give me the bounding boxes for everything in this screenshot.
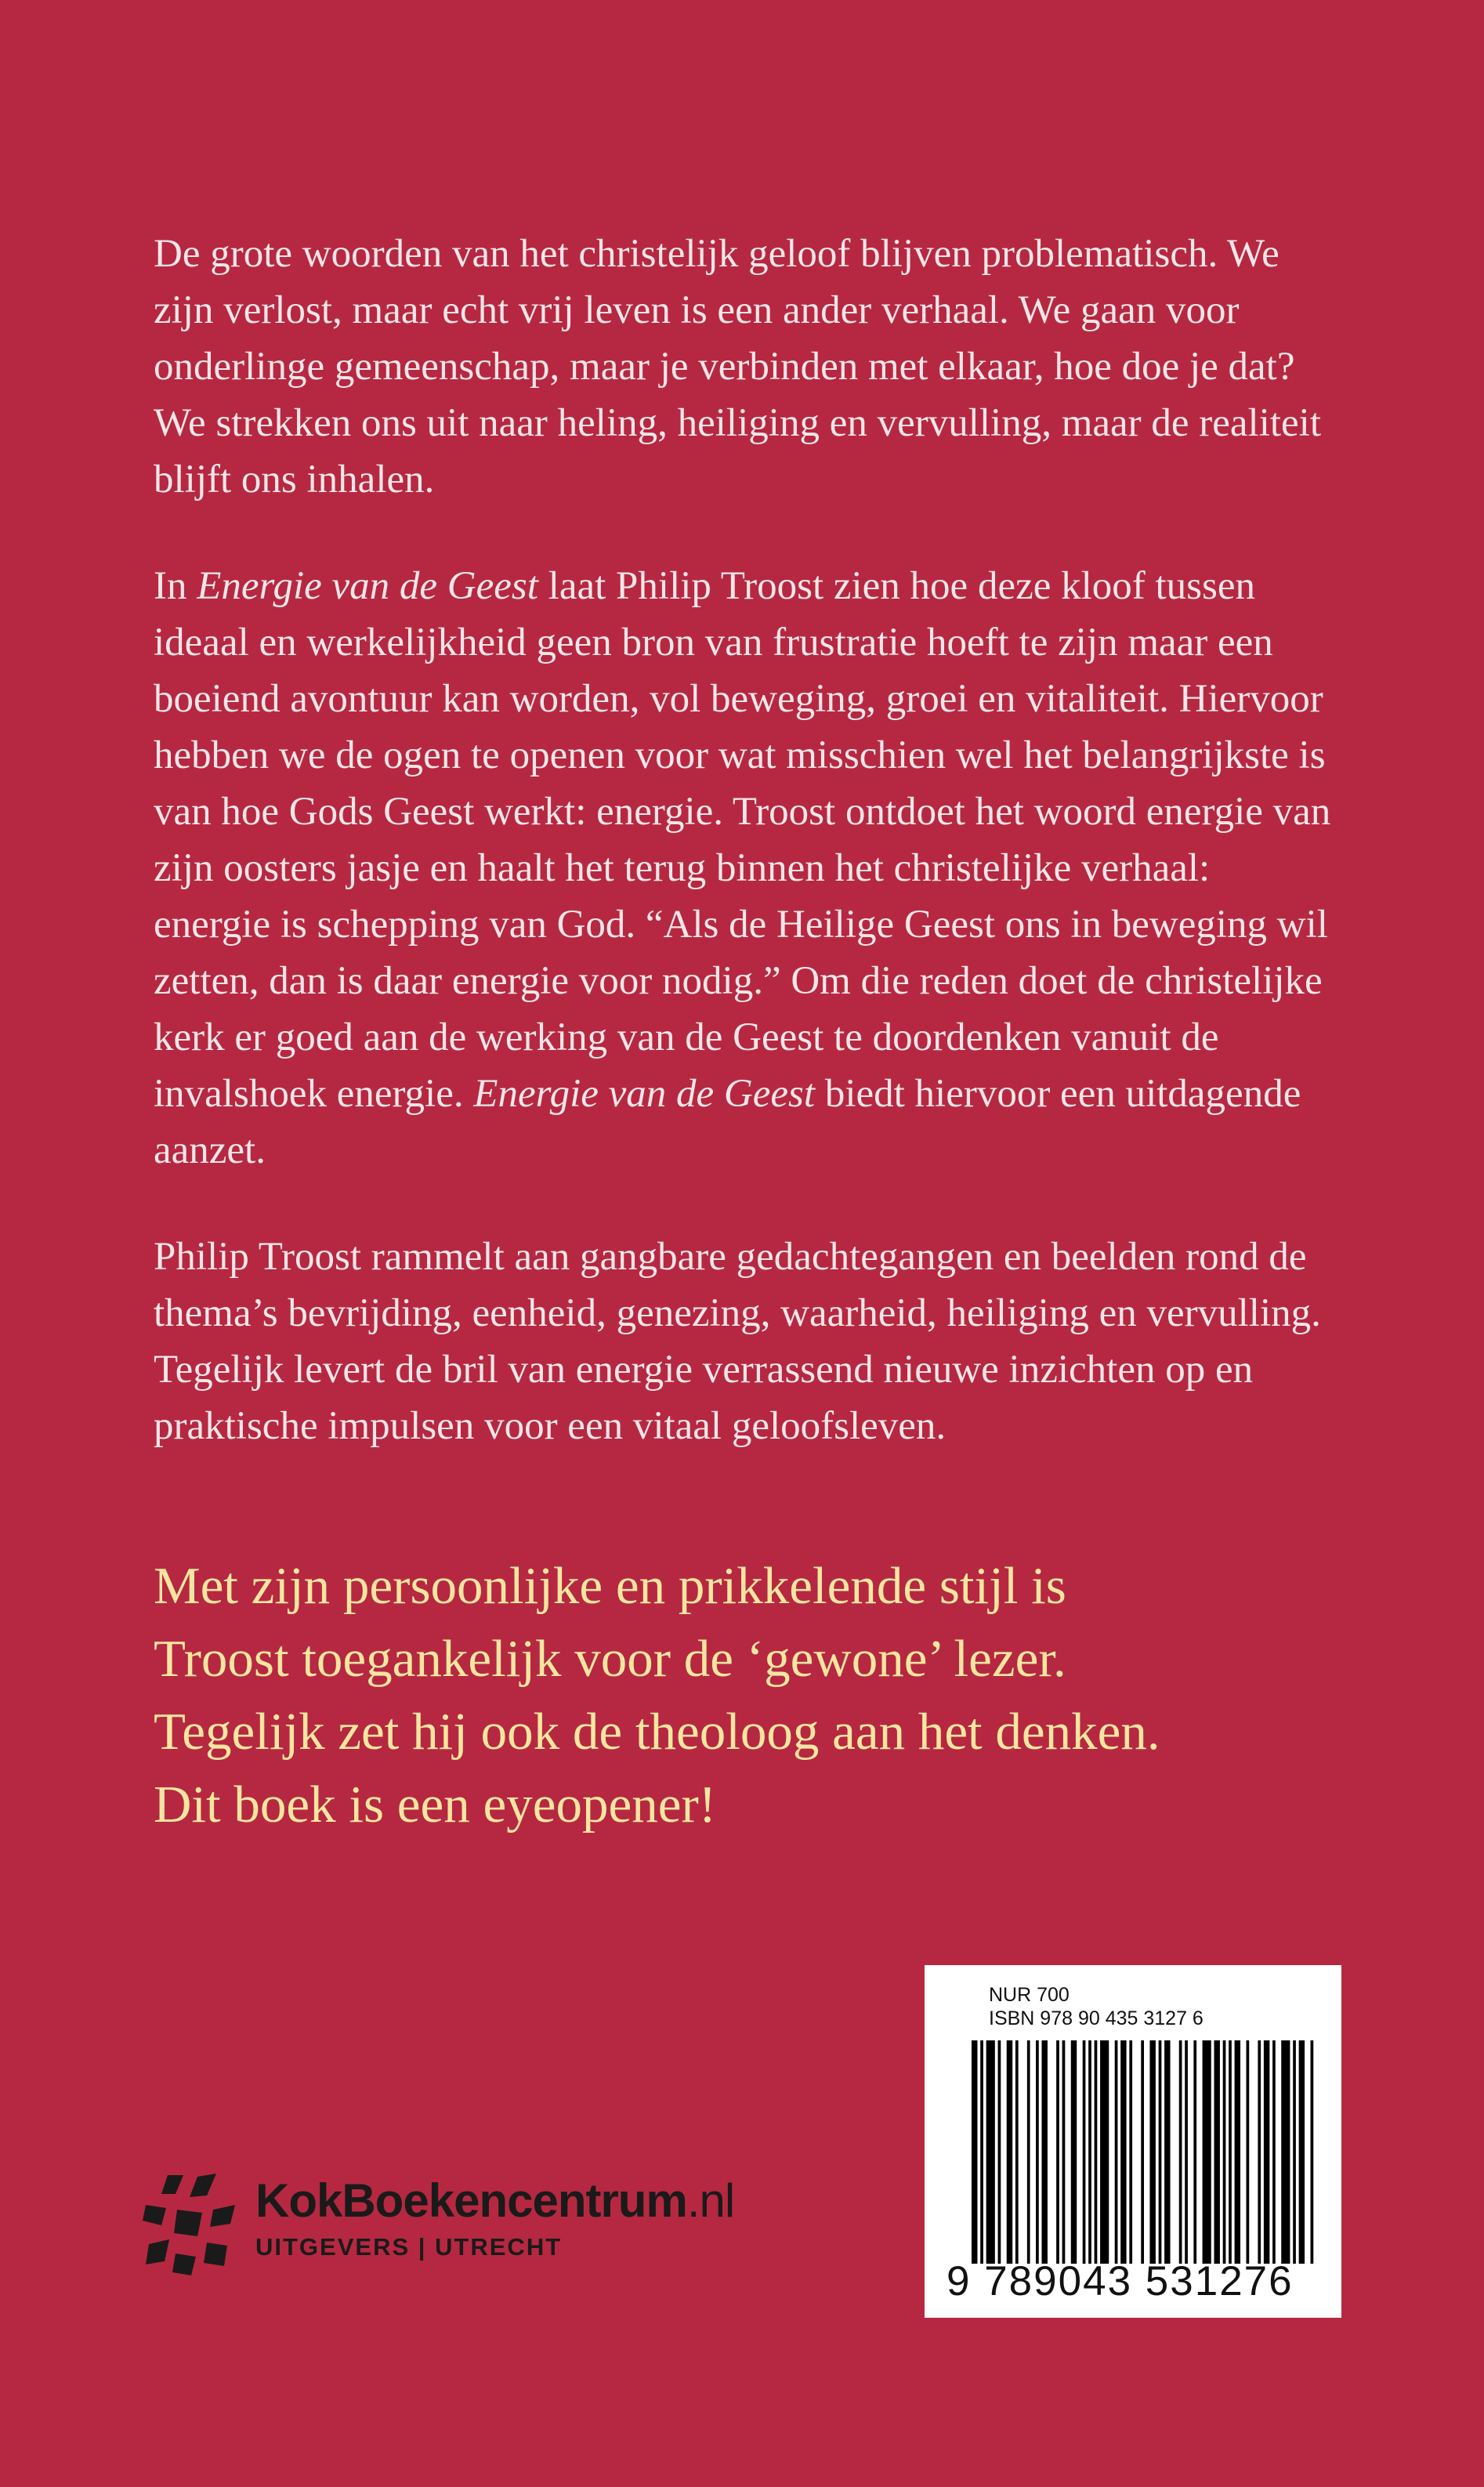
- barcode-bar: [972, 2040, 977, 2264]
- barcode-bar: [1120, 2040, 1126, 2264]
- barcode-bar: [1095, 2040, 1098, 2264]
- barcode-digits: 9 789043 531276: [947, 2258, 1294, 2304]
- publisher-name: [255, 2175, 734, 2227]
- barcode-bar: [1007, 2040, 1012, 2264]
- barcode-bar: [1203, 2040, 1211, 2264]
- nur-code: NUR 700: [989, 1984, 1070, 2006]
- endorsement-quote: [154, 1550, 1345, 1841]
- barcode-bar: [980, 2040, 983, 2264]
- barcode-bar: [1036, 2040, 1039, 2264]
- barcode-bar: [1129, 2040, 1132, 2264]
- quote-line-2: Troost toegankelijk voor de ‘gewone’ lezer.: [154, 1630, 1066, 1688]
- barcode-bar: [1185, 2040, 1188, 2264]
- blurb-p2-end: biedt hiervoor een uitdagende aanzet.: [154, 1072, 1301, 1172]
- quote-line-3: Tegelijk zet hij ook de theoloog aan het denken.: [154, 1703, 1160, 1761]
- barcode-bar: [1311, 2040, 1314, 2264]
- barcode-bar: [1281, 2040, 1290, 2264]
- blurb-paragraph-1: De grote woorden van het christelijk geloof blijven problematisch. We zijn verlost, maar echt vrij leven is een ander verhaal. We gaan voor onderlinge gemeenschap, maar je verbinden met elkaar, hoe doe je dat? We strekken ons uit naar heling, heiliging en vervulling, maar de realiteit blijft ons inhalen.: [154, 232, 1322, 501]
- publisher-wordmark: [255, 2175, 734, 2263]
- blurb-text: [154, 226, 1337, 1504]
- blurb-paragraph-3: Philip Troost rammelt aan gangbare gedachtegangen en beelden rond de thema’s bevrijding, eenheid, genezing, waarheid, heiliging en vervulling. Tegelijk levert de bril van energie verrassend nieuwe inzichten op en praktische impulsen voor een vitaal geloofsleven.: [154, 1235, 1321, 1448]
- publisher-name-text: KokBoekencentrum: [255, 2174, 687, 2227]
- barcode-bar: [1056, 2040, 1059, 2264]
- barcode-bar: [1071, 2040, 1077, 2264]
- quote-line-4: Dit boek is een eyeopener!: [154, 1776, 717, 1834]
- book-title-inline-2: Energie van de Geest: [473, 1072, 816, 1116]
- barcode-icon: [972, 2040, 1316, 2264]
- barcode-bar: [1258, 2040, 1261, 2264]
- barcode-bar: [1041, 2040, 1047, 2264]
- publisher-tld: .nl: [686, 2174, 735, 2227]
- publisher-subtitle: UITGEVERS | UTRECHT: [255, 2233, 563, 2261]
- barcode-bar: [1235, 2040, 1240, 2264]
- quote-line-1: Met zijn persoonlijke en prikkelende stijl is: [154, 1557, 1066, 1615]
- barcode-bar: [1229, 2040, 1232, 2264]
- barcode-bar: [1214, 2040, 1219, 2264]
- stylized-x-mark-icon: [138, 2169, 240, 2279]
- blurb-p2-body: laat Philip Troost zien hoe deze kloof tussen ideaal en werkelijkheid geen bron van frustratie hoeft te zijn maar een boeiend avontuur kan worden, vol beweging, groei en vitaliteit. Hiervoor hebben we de ogen te openen voor wat misschien wel het belangrijkste is van hoe Gods Geest werkt: energie. Troost ontdoet het woord energie van zijn oosters jasje en haalt het terug binnen het christelijke verhaal: energie is schepping van God. “Als de Heilige Geest ons in beweging wil zetten, dan is daar energie voor nodig.” Om die reden doet de christelijke kerk er goed aan de werking van de Geest te doordenken vanuit de invalshoek energie.: [154, 564, 1331, 1116]
- barcode-bar: [1149, 2040, 1155, 2264]
- barcode-bar: [1015, 2040, 1019, 2264]
- barcode-bar: [998, 2040, 1001, 2264]
- barcode-bar: [1264, 2040, 1269, 2264]
- barcode-bar: [1159, 2040, 1162, 2264]
- barcode-bar: [1223, 2040, 1226, 2264]
- publisher-logo: [138, 2169, 780, 2279]
- barcode-bar: [1164, 2040, 1170, 2264]
- barcode-bar: [1062, 2040, 1066, 2264]
- barcode-bar: [1299, 2040, 1305, 2264]
- book-title-inline: Energie van de Geest: [197, 564, 538, 608]
- barcode-bar: [1115, 2040, 1118, 2264]
- barcode-bar: [986, 2040, 995, 2264]
- barcode-bar: [1193, 2040, 1196, 2264]
- barcode-bar: [1088, 2040, 1091, 2264]
- isbn-label: ISBN 978 90 435 3127 6: [989, 2007, 1203, 2029]
- barcode-bar: [1247, 2040, 1250, 2264]
- barcode-bar: [1083, 2040, 1086, 2264]
- barcode-bar: [1293, 2040, 1296, 2264]
- blurb-paragraph-2: [154, 558, 1337, 1178]
- barcode-bar: [1179, 2040, 1182, 2264]
- barcode-panel: [925, 1965, 1341, 2318]
- barcode-bar: [1100, 2040, 1109, 2264]
- barcode-bar: [1027, 2040, 1030, 2264]
- blurb-p2-intro: In: [154, 564, 197, 608]
- barcode-bar: [1272, 2040, 1276, 2264]
- barcode-bar: [1141, 2040, 1144, 2264]
